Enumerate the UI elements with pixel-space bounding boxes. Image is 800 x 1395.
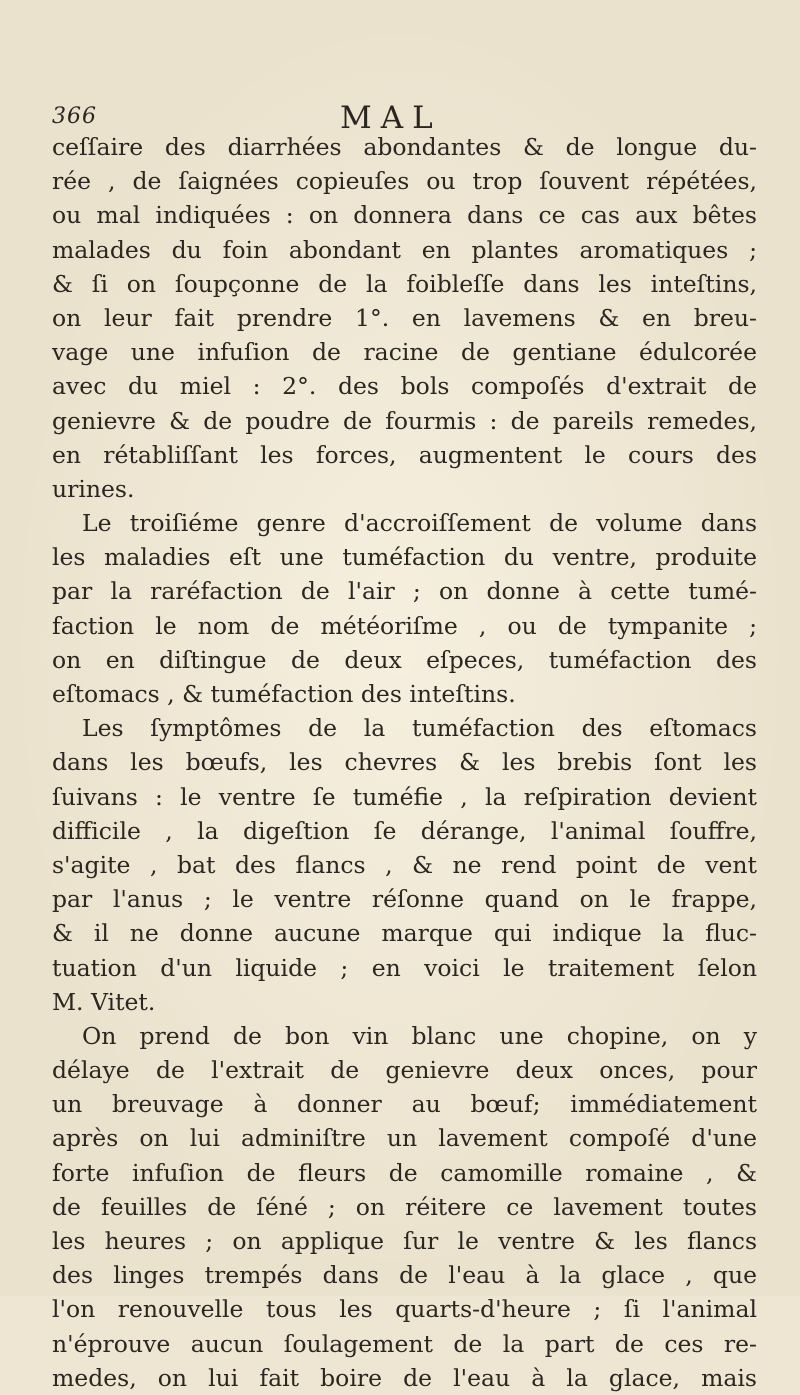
text-line: un breuvage à donner au bœuf; immédiatement [52,1090,757,1119]
text-line: Le troiſiéme genre d'accroiſſement de volume dans [82,509,757,538]
body-text [52,130,757,1395]
page-number: 366 [52,104,97,129]
text-line: par l'anus ; le ventre réſonne quand on le frappe, [52,885,757,914]
text-line: M. Vitet. [52,987,156,1016]
running-head: MAL [340,100,442,136]
text-line: ceſſaire des diarrhées abondantes & de longue du- [52,133,757,161]
text-line: s'agite , bat des flancs , & ne rend point de vent [52,850,757,879]
text-line: vage une infuſion de racine de gentiane édulcorée [52,338,757,367]
text-line: n'éprouve aucun ſoulagement de la part de ces re- [52,1329,757,1358]
text-line: & il ne donne aucune marque qui indique la fluc- [52,919,757,948]
text-line: des linges trempés dans de l'eau à la glace , que [52,1261,757,1290]
text-line: les maladies eſt une tuméfaction du ventre, produite [52,543,757,572]
text-line: medes, on lui fait boire de l'eau à la glace, mais [52,1363,757,1392]
text-line: On prend de bon vin blanc une chopine, on y [82,1021,757,1050]
text-line: ſuivans : le ventre ſe tuméfie , la reſpiration devient [52,782,757,811]
text-line: faction le nom de météoriſme , ou de tympanite ; [52,611,757,640]
text-line: par la raréfaction de l'air ; on donne à cette tumé- [52,577,757,606]
text-line: rée , de ſaignées copieuſes ou trop ſouvent répétées, [52,167,757,196]
text-line: genievre & de poudre de fourmis : de pareils remedes, [52,406,757,435]
text-line: Les ſymptômes de la tuméfaction des eſtomacs [82,714,757,743]
text-line: on leur fait prendre 1°. en lavemens & en breu- [52,303,757,332]
text-line: eſtomacs , & tuméfaction des inteſtins. [52,680,516,708]
text-line: forte infuſion de fleurs de camomille romaine , & [52,1158,757,1187]
text-line: de feuilles de ſéné ; on réitere ce lavement toutes [52,1192,757,1221]
text-line: après on lui adminiſtre un lavement compoſé d'une [52,1124,757,1153]
text-line: malades du foin abondant en plantes aromatiques ; [52,235,757,264]
text-line: l'on renouvelle tous les quarts-d'heure ; ſi l'animal [52,1295,757,1324]
text-line: avec du miel : 2°. des bols compoſés d'extrait de [52,372,757,401]
text-line: & ſi on ſoupçonne de la foibleſſe dans les inteſtins, [52,269,757,298]
text-line: urines. [52,474,135,503]
text-line: difficile , la digeſtion ſe dérange, l'animal ſouffre, [52,816,757,845]
text-line: délaye de l'extrait de genievre deux onces, pour [52,1056,757,1085]
text-line: dans les bœufs, les chevres & les brebis ſont les [52,748,757,777]
text-line: on en diſtingue de deux eſpeces, tuméfaction des [52,645,757,674]
text-line: ou mal indiquées : on donnera dans ce cas aux bêtes [52,201,757,230]
text-line: tuation d'un liquide ; en voici le traitement ſelon [52,953,757,982]
text-line: les heures ; on applique ſur le ventre & les flancs [52,1227,757,1255]
text-line: en rétabliſſant les forces, augmentent le cours des [52,440,757,469]
